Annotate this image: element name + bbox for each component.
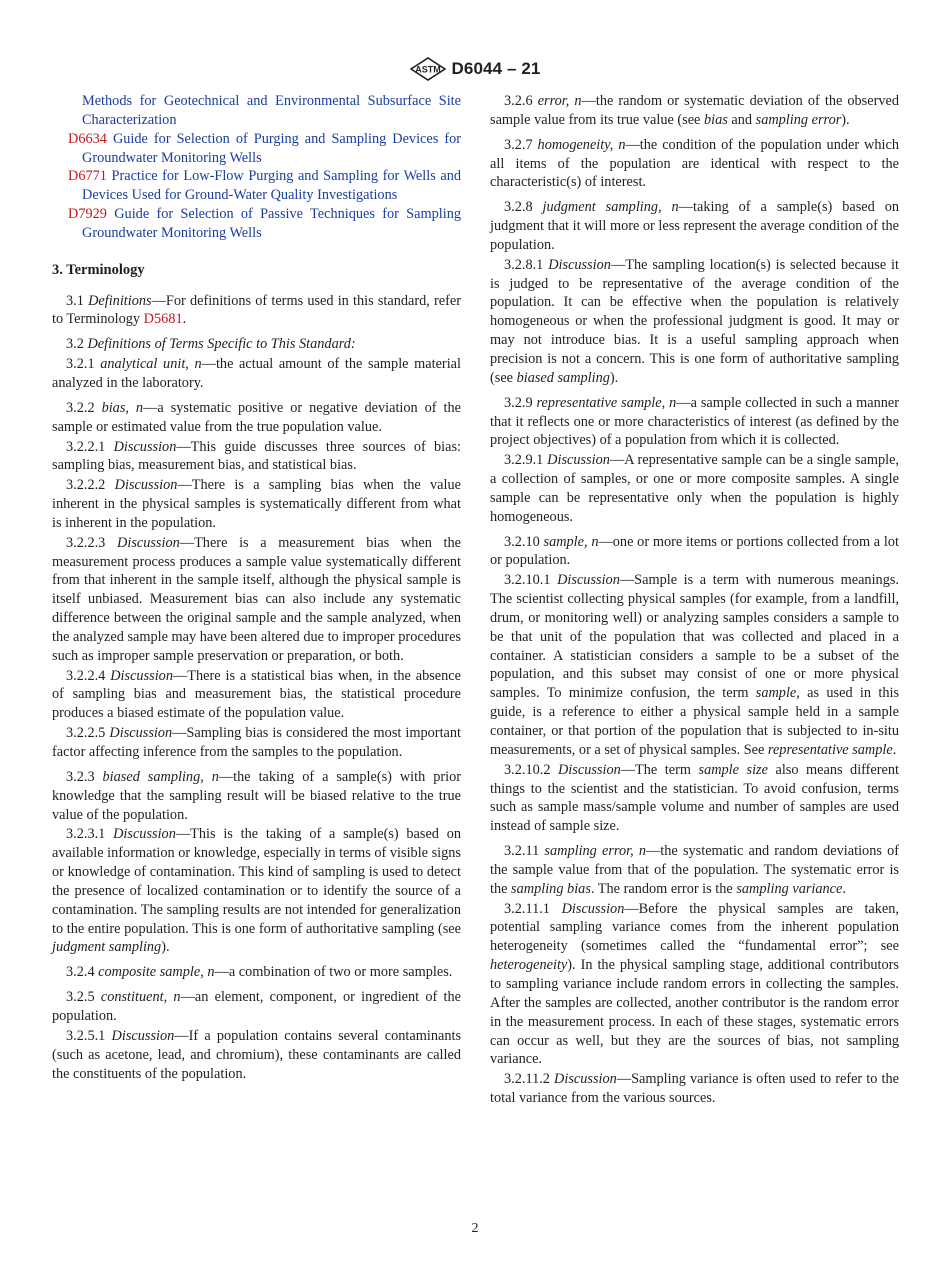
paragraph-3-2-1: 3.2.1 analytical unit, n—the actual amount of the sample material analyzed in the laboratory. (52, 356, 461, 391)
paragraph-3-2-2-3: 3.2.2.3 Discussion—There is a measurement bias when the measurement process produces a sample value systematically different from that inherent in the sample itself, although the physical sample is itself unbiased. Measurement bias can also include any systematic difference between the original sample and the sample analyzed, when the analyzed sample may have been altered due to improper procedures such as improper sample preservation or preparation, or both. (52, 534, 462, 664)
reference-link[interactable]: D5681 (143, 311, 183, 328)
paragraph-3-2-2-1: 3.2.2.1 Discussion—This guide discusses three sources of bias: sampling bias, measurement bias, and statistical bias. (52, 438, 461, 474)
reference-item[interactable] (52, 205, 461, 243)
reference-code[interactable]: D6771 (68, 168, 107, 185)
standard-designation: D6044 – 21 (451, 58, 541, 78)
reference-code[interactable]: D7929 (68, 206, 107, 223)
section-heading: 3. Terminology (52, 261, 145, 278)
astm-logo-icon (410, 57, 446, 81)
paragraph-3-2-9: 3.2.9 representative sample, n—a sample collected in such a manner that it reflects one or more characteristics of interest (as defined by the project objectives) of a population from which it is collected. (490, 394, 899, 449)
reference-item[interactable] (52, 167, 461, 205)
paragraph-3-1: 3.1 Definitions—For definitions of terms used in this standard, refer to Terminology D5681. (52, 292, 461, 328)
paragraph-3-2-6: 3.2.6 error, n—the random or systematic deviation of the observed sample value from its true value (see bias and sampling error). (490, 93, 900, 128)
paragraph-3-2-11-1: 3.2.11.1 Discussion—Before the physical samples are taken, potential sampling variance comes from the inherent population heterogeneity (sometimes called the “fundamental error”; see heterogeneity). In the physical sampling stage, additional contributors to sampling variance include random errors in collecting the samples. After the samples are collected, another contributor is the random error in the measurement process. In each of these stages, systematic errors can occur as well, but they are the sources of bias, not sampling variance. (490, 900, 899, 1068)
paragraph-3-2-10-1: 3.2.10.1 Discussion—Sample is a term with numerous meanings. The scientist collecting physical samples (for example, from a landfill, drum, or monitoring well) or analyzing samples considers a sample to be that unit of the population that was collected and placed in a container. A statistician considers a sample to be a subset of the population, and this subset may consist of one or more physical samples. To minimize confusion, the term sample, as used in this guide, is a reference to either a physical sample held in a sample container, or that portion of the population that is subjected to in-situ measurements, or a set of physical samples. See representative sample. (490, 572, 900, 758)
paragraph-3-2-10-2: 3.2.10.2 Discussion—The term sample size also means different things to the scientist and the statistician. To avoid confusion, terms such as sample mass/sample volume and number of samples are used instead of sample size. (490, 761, 900, 835)
paragraph-3-2-5: 3.2.5 constituent, n—an element, component, or ingredient of the population. (52, 989, 461, 1024)
page-number: 2 (471, 1221, 479, 1236)
reference-item[interactable] (52, 92, 461, 130)
reference-item[interactable] (52, 130, 461, 168)
right-column (490, 92, 899, 1114)
paragraph-3-2-10: 3.2.10 sample, n—one or more items or portions collected from a lot or population. (490, 533, 899, 569)
paragraph-3-2-2-2: 3.2.2.2 Discussion—There is a sampling bias when the value inherent in the physical samples is systematically different from what is inherent in the population. (52, 477, 461, 531)
paragraph-3-2-2: 3.2.2 bias, n—a systematic positive or negative deviation of the sample or estimated value from the true population value. (52, 399, 461, 435)
paragraph-3-2-8: 3.2.8 judgment sampling, n—taking of a sample(s) based on judgment that it will more or less represent the average condition of the population. (490, 199, 899, 253)
left-column (52, 92, 461, 1089)
reference-code[interactable]: D6634 (68, 130, 107, 147)
paragraph-3-2-11: 3.2.11 sampling error, n—the systematic and random deviations of the sample value from that of the population. The systematic error is the sampling bias. The random error is the sampling variance. (490, 843, 900, 897)
paragraph-3-2-7: 3.2.7 homogeneity, n—the condition of the population under which all items of the population are identical with respect to the characteristic(s) of interest. (490, 136, 899, 191)
page-header (0, 56, 950, 82)
paragraph-3-2-3-1: 3.2.3.1 Discussion—This is the taking of a sample(s) based on available information or knowledge, especially in terms of visible signs or knowledge of contamination. This kind of sampling is used to detect the presence of localized contamination or to identify the source of a contamination. The sampling results are not intended for generalization to the entire population. This is one form of authoritative sampling (see judgment sampling). (52, 826, 462, 956)
paragraph-3-2-11-2: 3.2.11.2 Discussion—Sampling variance is often used to refer to the total variance from the various sources. (490, 1071, 899, 1107)
paragraph-3-2-3: 3.2.3 biased sampling, n—the taking of a sample(s) with prior knowledge that the sampling result will be biased relative to the true value of the population. (52, 768, 461, 823)
paragraph-3-2-2-4: 3.2.2.4 Discussion—There is a statistical bias when, in the absence of sampling bias and measurement bias, the statistical procedure produces a biased estimate of the population value. (52, 667, 461, 722)
paragraph-3-2-2-5: 3.2.2.5 Discussion—Sampling bias is considered the most important factor affecting inference from the samples to the population. (52, 725, 462, 760)
paragraph-3-2-4: 3.2.4 composite sample, n—a combination of two or more samples. (66, 964, 453, 981)
paragraph-3-2-8-1: 3.2.8.1 Discussion—The sampling location(s) is selected because it is judged to be representative of the average condition of the population. It can be effective when the population is relatively homogeneous or when the professional judgment is good. It may or may not introduce bias. It is a useful sampling approach when precision is not a concern. This is one form of authoritative sampling (see biased sampling). (490, 256, 899, 386)
paragraph-3-2-9-1: 3.2.9.1 Discussion—A representative sample can be a single sample, a collection of samples, or one or more composite samples. A single sample can be representative only when the population is highly homogeneous. (490, 452, 899, 525)
reference-title[interactable]: Practice for Low-Flow Purging and Sampling for Wells and Devices Used for Ground-Water Quality Investigations (82, 168, 461, 204)
reference-title[interactable]: Guide for Selection of Passive Techniques for Sampling Groundwater Monitoring Wells (82, 206, 461, 241)
paragraph-3-2-5-1: 3.2.5.1 Discussion—If a population contains several contaminants (such as acetone, lead, and chromium), these contaminants are called the constituents of the population. (52, 1027, 462, 1082)
svg-text:ASTM: ASTM (414, 64, 441, 75)
reference-title[interactable]: Guide for Selection of Purging and Sampling Devices for Groundwater Monitoring Wells (82, 130, 461, 166)
reference-title[interactable]: Methods for Geotechnical and Environmental Subsurface Site Characterization (82, 93, 461, 128)
paragraph-3-2: 3.2 Definitions of Terms Specific to This Standard: (66, 336, 356, 353)
